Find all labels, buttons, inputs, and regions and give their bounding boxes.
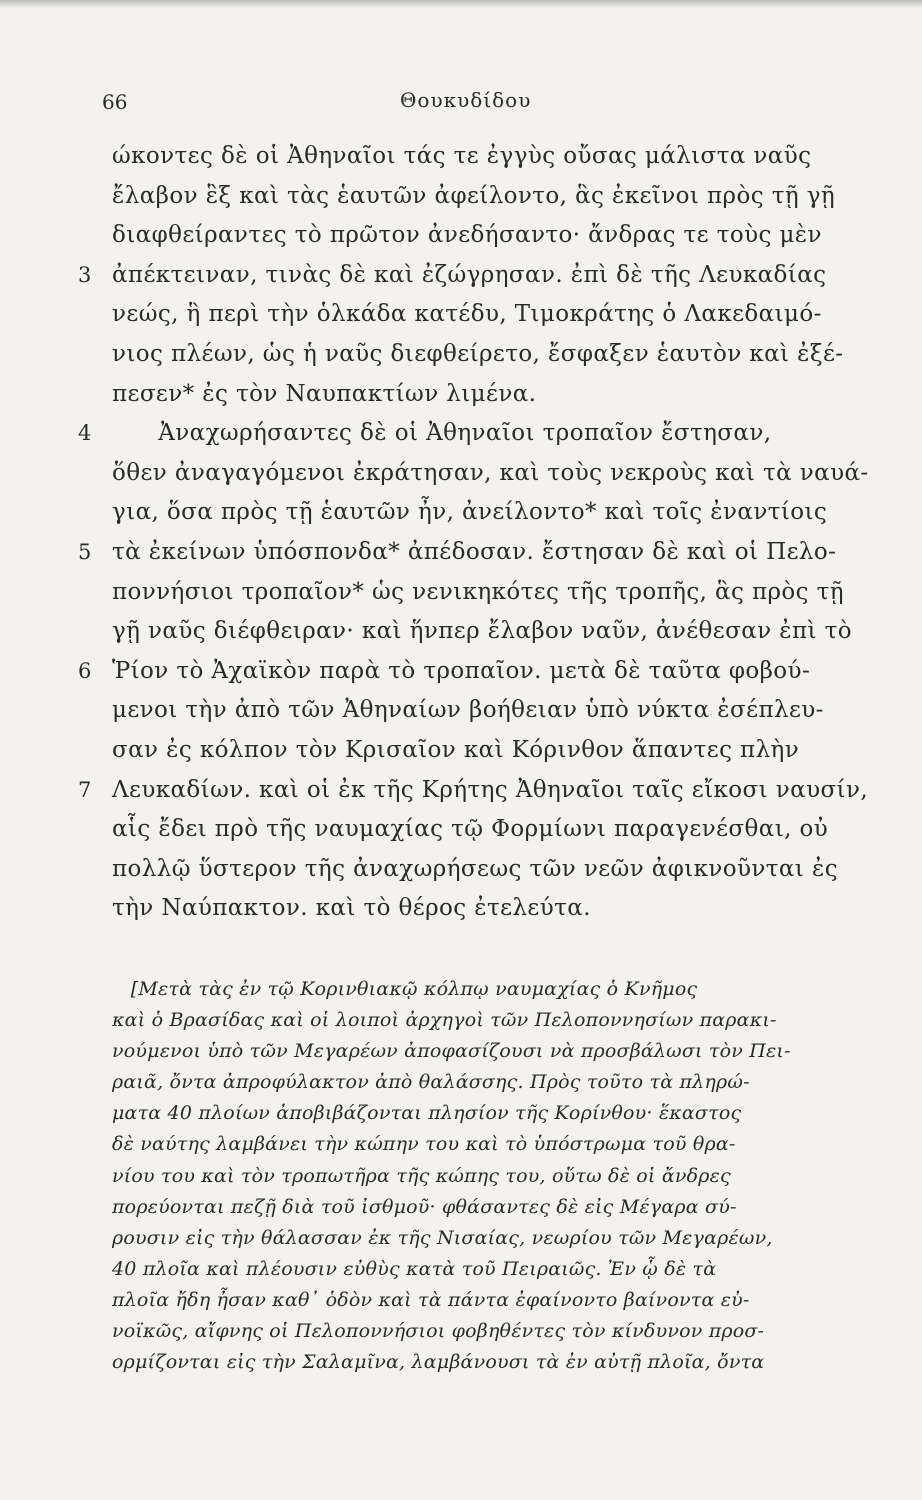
text-line — [112, 612, 852, 652]
line-text: σαν ἐς κόλπον τὸν Κρισαῖον καὶ Κόρινθον ἅπαντες πλὴν — [112, 736, 800, 763]
line-text: τὰ ἐκείνων ὑπόσπονδα* ἀπέδοσαν. ἔστησαν δὲ καὶ οἱ Πελο- — [112, 538, 837, 565]
text-line — [78, 652, 852, 692]
line-text: Λευκαδίων. καὶ οἱ ἐκ τῆς Κρήτης Ἀθηναῖοι ταῖς εἴκοσι ναυσίν, — [112, 776, 869, 803]
page-top-edge — [0, 0, 922, 8]
section-number: 5 — [78, 539, 92, 564]
summary-text-block — [112, 974, 857, 1378]
text-line — [112, 216, 852, 256]
text-line — [112, 691, 852, 731]
section-number: 4 — [78, 421, 92, 446]
line-text: πολλῷ ὕστερον τῆς ἀναχωρήσεως τῶν νεῶν ἀφικνοῦνται ἐς — [112, 855, 839, 882]
section-number: 3 — [78, 262, 92, 287]
summary-line: ματα 40 πλοίων ἀποβιβάζονται πλησίον τῆς Κορίνθου· ἕκαστος — [112, 1102, 742, 1125]
page-number: 66 — [102, 90, 128, 114]
line-text: Ῥίον τὸ Ἀχαϊκὸν παρὰ τὸ τροπαῖον. μετὰ δὲ ταῦτα φοβού- — [112, 657, 811, 684]
text-line — [112, 493, 852, 533]
summary-line: νίου του καὶ τὸν τροπωτῆρα τῆς κώπης του, οὕτω δὲ οἱ ἄνδρες — [112, 1164, 731, 1187]
summary-line: νούμενοι ὑπὸ τῶν Μεγαρέων ἀποφασίζουσι νὰ προσβάλωσι τὸν Πει- — [112, 1040, 791, 1063]
text-line — [78, 414, 852, 454]
text-line — [112, 810, 852, 850]
summary-line: δὲ ναύτης λαμβάνει τὴν κώπην του καὶ τὸ ὑπόστρωμα τοῦ θρα- — [112, 1133, 736, 1156]
text-line — [78, 533, 852, 573]
line-text: για, ὅσα πρὸς τῇ ἑαυτῶν ἦν, ἀνείλοντο* καὶ τοῖς ἐναντίοις — [112, 499, 828, 526]
text-line — [112, 295, 852, 335]
text-line — [112, 375, 852, 415]
line-text: διαφθείραντες τὸ πρῶτον ἀνεδήσαντο· ἄνδρας τε τοὺς μὲν — [112, 222, 822, 249]
text-line — [78, 771, 869, 811]
line-text: ώκοντες δὲ οἱ Ἀθηναῖοι τάς τε ἐγγὺς οὔσας μάλιστα ναῦς — [112, 143, 812, 169]
line-text: νεώς, ἣ περὶ τὴν ὁλκάδα κατέδυ, Τιμοκράτης ὁ Λακεδαιμό- — [112, 301, 822, 328]
line-text: ποννήσιοι τροπαῖον* ὡς νενικηκότες τῆς τροπῆς, ἃς πρὸς τῇ — [112, 578, 844, 605]
text-line — [112, 454, 869, 494]
line-text: τὴν Ναύπακτον. καὶ τὸ θέρος ἐτελεύτα. — [112, 895, 591, 922]
summary-line: [Μετὰ τὰς ἐν τῷ Κορινθιακῷ κόλπῳ ναυμαχίας ὁ Κνῆμος — [112, 978, 698, 1000]
text-line — [112, 573, 852, 613]
line-text: νιος πλέων, ὡς ἡ ναῦς διεφθείρετο, ἔσφαξεν ἑαυτὸν καὶ ἐξέ- — [112, 340, 844, 367]
summary-line: ρουσιν εἰς τὴν θάλασσαν ἐκ τῆς Νισαίας, νεωρίου τῶν Μεγαρέων, — [112, 1226, 773, 1249]
line-text: πεσεν* ἐς τὸν Ναυπακτίων λιμένα. — [112, 380, 537, 407]
summary-line: νοϊκῶς, αἴφνης οἱ Πελοποννήσιοι φοβηθέντες τὸν κίνδυνον προσ- — [112, 1320, 765, 1343]
line-text: γῇ ναῦς διέφθειραν· καὶ ἥνπερ ἔλαβον ναῦν, ἀνέθεσαν ἐπὶ τὸ — [112, 618, 852, 645]
text-line — [112, 889, 852, 929]
text-line — [112, 137, 852, 177]
running-title: Θουκυδίδου — [400, 88, 532, 112]
line-text: Ἀναχωρήσαντες δὲ οἱ Ἀθηναῖοι τροπαῖον ἔστησαν, — [112, 420, 772, 447]
text-line — [112, 850, 852, 890]
line-text: αἷς ἔδει πρὸ τῆς ναυμαχίας τῷ Φορμίωνι παραγενέσθαι, οὐ — [112, 816, 829, 843]
text-line — [112, 335, 852, 375]
section-number: 6 — [78, 658, 92, 683]
text-line — [112, 731, 852, 771]
line-text: ἔλαβον ἓξ καὶ τὰς ἑαυτῶν ἀφείλοντο, ἃς ἐκεῖνοι πρὸς τῇ γῇ — [112, 182, 836, 209]
summary-line: ραιᾶ, ὄντα ἀπροφύλακτον ἀπὸ θαλάσσης. Πρὸς τοῦτο τὰ πληρώ- — [112, 1071, 750, 1094]
section-number: 7 — [78, 777, 92, 802]
line-text: μενοι τὴν ἀπὸ τῶν Ἀθηναίων βοήθειαν ὑπὸ νύκτα ἐσέπλευ- — [112, 697, 824, 724]
summary-line: πλοῖα ἤδη ἦσαν καθ᾽ ὁδὸν καὶ τὰ πάντα ἐφαίνοντο βαίνοντα εὐ- — [112, 1288, 750, 1311]
text-line — [78, 256, 852, 296]
summary-line: καὶ ὁ Βρασίδας καὶ οἱ λοιποὶ ἀρχηγοὶ τῶν Πελοποννησίων παρακι- — [112, 1009, 777, 1032]
line-text: ἀπέκτειναν, τινὰς δὲ καὶ ἐζώγρησαν. ἐπὶ δὲ τῆς Λευκαδίας — [112, 261, 827, 288]
line-text: ὅθεν ἀναγαγόμενοι ἐκράτησαν, καὶ τοὺς νεκροὺς καὶ τὰ ναυά- — [112, 459, 869, 486]
main-text-block — [78, 137, 869, 929]
summary-line: ορμίζονται εἰς τὴν Σαλαμῖνα, λαμβάνουσι τὰ ἐν αὐτῇ πλοῖα, ὄντα — [112, 1351, 765, 1374]
summary-line: πορεύονται πεζῇ διὰ τοῦ ἰσθμοῦ· φθάσαντες δὲ εἰς Μέγαρα σύ- — [112, 1195, 737, 1218]
summary-line: 40 πλοῖα καὶ πλέουσιν εὐθὺς κατὰ τοῦ Πειραιῶς. Ἐν ᾧ δὲ τὰ — [112, 1257, 717, 1280]
text-line — [112, 177, 852, 217]
